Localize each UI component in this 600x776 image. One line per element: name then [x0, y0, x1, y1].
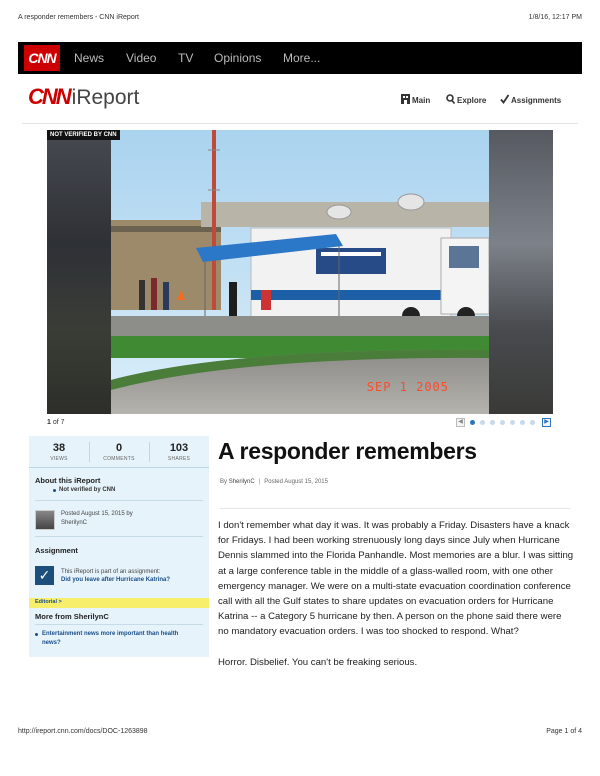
author-avatar[interactable] — [35, 510, 55, 530]
ireport-logo-cnn: CNN — [28, 84, 70, 109]
gallery-prev-button[interactable]: ◀ — [456, 418, 465, 427]
gallery-dot-7[interactable] — [530, 420, 535, 425]
more-from-heading: More from SherilynC — [35, 612, 109, 621]
assignment-link[interactable]: Did you leave after Hurricane Katrina? — [61, 577, 171, 583]
about-heading: About this iReport — [35, 476, 101, 485]
stats-bar — [29, 436, 209, 468]
cnn-top-nav — [18, 42, 582, 74]
building-icon — [400, 94, 410, 108]
not-verified-note: Not verified by CNN — [59, 487, 116, 493]
comments-count: 0 — [115, 442, 123, 454]
not-verified-tag: NOT VERIFIED BY CNN — [47, 130, 120, 140]
subnav-main[interactable] — [400, 94, 430, 106]
gallery-dot-1[interactable] — [470, 420, 475, 425]
print-footer-url: http://ireport.cnn.com/docs/DOC-1263898 — [18, 728, 148, 735]
gallery-of-label: of — [52, 419, 59, 426]
bullet-icon — [35, 633, 38, 636]
article-paragraph: I don't remember what day it was. It was probably a Friday. Disasters have a knack for Fridays. I had been working strenuously long days since July when Hurricane Dennis slammed into the Florida Panhandle. Most memories are a blur. I was sitting at a large conference table in the middle of a glass-walled room, with one other emergency manager. We were on a multi-state evacuation coordination conference call with all the Gulf states to share updates on evacuation orders for Hurricane Katrina -- a Category 5 hurricane by then. A person on the phone said there were no mandatory evacuation orders. I was too shocked to respond. What? — [218, 520, 574, 638]
byline-divider — [220, 508, 570, 509]
article-body — [218, 518, 574, 685]
more-from-link-line1[interactable]: Entertainment news more important than health — [42, 631, 179, 637]
byline-posted-date: Posted August 15, 2015 — [264, 479, 328, 485]
shares-label: SHARES — [167, 456, 191, 462]
views-count: 38 — [52, 442, 66, 454]
subnav-assignments[interactable] — [499, 94, 561, 106]
previous-photo-preview[interactable] — [47, 130, 111, 414]
gallery-dot-5[interactable] — [510, 420, 515, 425]
gallery-dot-4[interactable] — [500, 420, 505, 425]
print-header-datetime: 1/8/16, 12:17 PM — [528, 14, 582, 21]
info-sidebar — [29, 436, 209, 657]
print-footer-page: Page 1 of 4 — [546, 728, 582, 735]
posted-date-note: Posted August 15, 2015 by — [61, 511, 133, 517]
comments-label: COMMENTS — [103, 456, 135, 462]
sidebar-divider — [35, 500, 203, 501]
next-photo-preview[interactable] — [489, 130, 553, 414]
print-header-title: A responder remembers - CNN iReport — [18, 14, 139, 21]
shares-count: 103 — [169, 442, 189, 454]
stat-shares[interactable] — [149, 442, 209, 462]
nav-item-more[interactable]: More... — [283, 51, 321, 65]
article-paragraph: Horror. Disbelief. You can't be freaking serious. — [218, 656, 418, 668]
nav-item-video[interactable]: Video — [126, 51, 157, 65]
magnifier-icon — [445, 94, 455, 108]
ireport-header — [22, 74, 578, 124]
editorial-bar — [29, 598, 209, 608]
byline-prefix: By — [220, 479, 228, 485]
photo-gallery[interactable] — [47, 130, 553, 414]
nav-item-news[interactable]: News — [74, 51, 105, 65]
nav-item-tv[interactable]: TV — [178, 51, 194, 65]
article-title: A responder remembers — [218, 438, 477, 464]
assignment-heading: Assignment — [35, 546, 78, 555]
gallery-photo — [111, 130, 489, 414]
sidebar-divider — [35, 536, 203, 537]
print-footer — [18, 728, 582, 740]
gallery-dot-2[interactable] — [480, 420, 485, 425]
stat-views — [29, 442, 89, 462]
assignment-check-icon: ✓ — [35, 566, 54, 585]
ireport-logo-text: iReport — [71, 86, 140, 109]
more-from-link-line2[interactable]: news? — [42, 640, 61, 646]
nav-item-opinions[interactable]: Opinions — [214, 51, 262, 65]
subnav-assignments-label: Assignments — [511, 96, 562, 106]
views-label: VIEWS — [50, 456, 68, 462]
gallery-counter — [47, 419, 65, 426]
gallery-dot-3[interactable] — [490, 420, 495, 425]
gallery-total: 7 — [60, 419, 65, 426]
editorial-link[interactable]: Editorial > — [35, 599, 62, 605]
byline-author-link[interactable]: SherilynC — [228, 479, 255, 485]
byline-separator: | — [258, 479, 261, 485]
article-byline — [220, 479, 328, 485]
sidebar-divider — [35, 624, 203, 625]
gallery-dot-6[interactable] — [520, 420, 525, 425]
cnn-logo[interactable]: CNN — [24, 45, 60, 71]
ireport-logo[interactable] — [28, 84, 139, 110]
checkmark-icon — [499, 94, 509, 108]
subnav-explore[interactable] — [445, 94, 486, 106]
subnav-main-label: Main — [412, 96, 431, 106]
gallery-next-button[interactable]: ▶ — [542, 418, 551, 427]
bullet-icon — [53, 489, 56, 492]
print-header — [18, 14, 582, 26]
posted-author-link[interactable]: SherilynC — [61, 520, 88, 526]
photo-date-stamp: SEP 1 2005 — [366, 380, 449, 394]
subnav-explore-label: Explore — [457, 96, 487, 106]
gallery-current-index: 1 — [47, 419, 51, 426]
assignment-note: This iReport is part of an assignment: — [61, 569, 161, 575]
stat-comments[interactable] — [89, 442, 149, 462]
